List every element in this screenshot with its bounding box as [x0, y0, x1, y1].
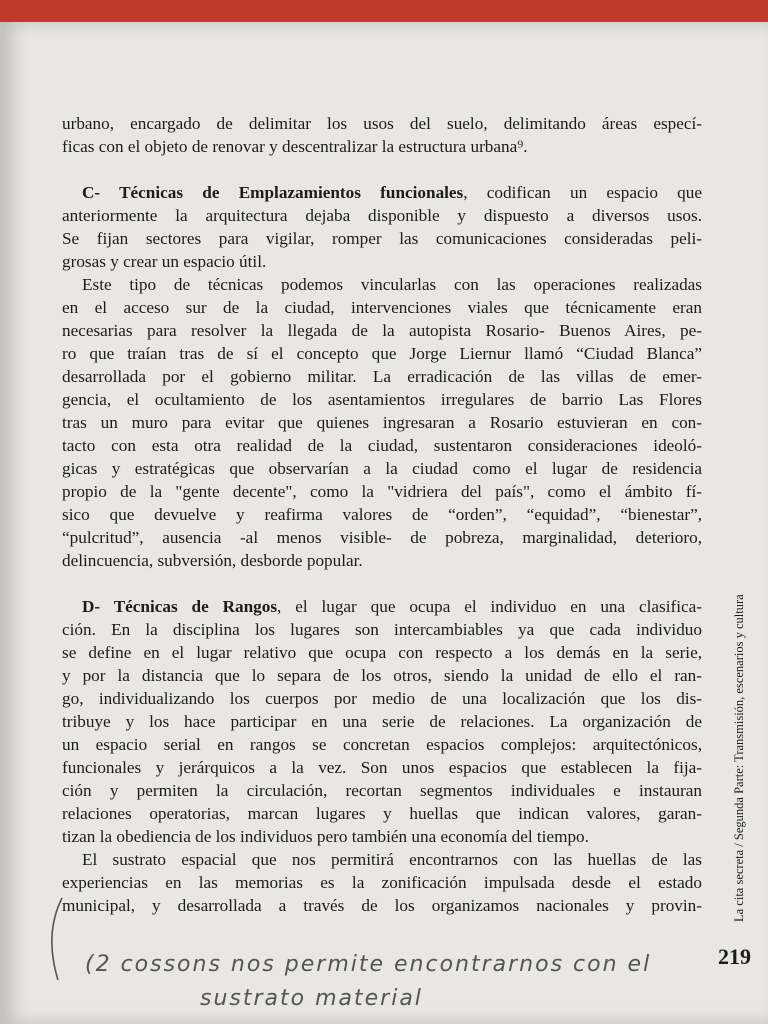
text-line: un espacio serial en rangos se concretan espacios complejos: arquitectónicos,	[62, 735, 702, 754]
text-line: Este tipo de técnicas podemos vincularlas con las operaciones realizadas	[82, 275, 702, 294]
text-line: ro que traían tras de sí el concepto que Jorge Liernur llamó “Ciudad Blanca”	[62, 344, 702, 363]
text-line: municipal, y desarrollada a través de los organizamos nacionales y provin-	[62, 896, 702, 915]
text-line: Se fijan sectores para vigilar, romper las comunicaciones consideradas peli-	[62, 229, 702, 248]
running-header-text: La cita secreta / Segunda Parte: Transmisión, escenarios y cultura	[732, 594, 746, 922]
paragraph-1	[62, 112, 702, 158]
text-line: C- Técnicas de Emplazamientos funcionales, codifican un espacio que	[82, 183, 702, 202]
text-line: go, individualizando los cuerpos por medio de una localización que los dis-	[62, 689, 702, 708]
text-line: anteriormente la arquitectura dejaba disponible y dispuesto a diversos usos.	[62, 206, 702, 225]
paragraph-5	[62, 848, 702, 917]
text-line: tras un muro para evitar que quienes ingresaran a Rosario estuvieran en con-	[62, 413, 702, 432]
handwritten-note-line-1: (2 cossons nos permite encontrarnos con el	[85, 952, 652, 977]
text-line: D- Técnicas de Rangos, el lugar que ocupa el individuo en una clasifica-	[82, 597, 703, 616]
text-line: experiencias en las memorias es la zonificación impulsada desde el estado	[62, 873, 702, 892]
text-line: El sustrato espacial que nos permitirá encontrarnos con las huellas de las	[82, 850, 702, 869]
text-line: ción. En la disciplina los lugares son intercambiables ya que cada individuo	[62, 620, 702, 639]
text-line: delincuencia, subversión, desborde popular.	[62, 551, 363, 570]
text-line: y por la distancia que lo separa de los otros, siendo la unidad de ello el ran-	[62, 666, 702, 685]
paragraph-d	[62, 595, 702, 848]
text-line: en el acceso sur de la ciudad, intervenciones viales que técnicamente eran	[62, 298, 702, 317]
text-line: gencia, el ocultamiento de los asentamientos irregulares de barrio Las Flores	[62, 390, 702, 409]
text-line: funcionales y jerárquicos a la vez. Son unos espacios que establecen la fija-	[62, 758, 702, 777]
text-line: sico que devuelve y reafirma valores de “orden”, “equidad”, “bienestar”,	[62, 505, 702, 524]
text-line: tribuye y los hace participar en una serie de relaciones. La organización de	[62, 712, 702, 731]
text-line: desarrollada por el gobierno militar. La erradicación de las villas de emer-	[62, 367, 702, 386]
paragraph-c	[62, 181, 702, 273]
section-heading-d: D- Técnicas de Rangos	[82, 597, 278, 616]
text-line: relaciones operatorias, marcan lugares y huellas que indican valores, garan-	[62, 804, 702, 823]
text-line: gicas y estratégicas que observarían a la ciudad como el lugar de residencia	[62, 459, 702, 478]
handwritten-note-line-2: sustrato material	[200, 986, 423, 1011]
text-line: se define en el lugar relativo que ocupa con respecto a los demás en la serie,	[62, 643, 702, 662]
text-line: ción y permiten la circulación, recortan segmentos individuales e instauran	[62, 781, 702, 800]
running-header	[732, 572, 762, 922]
body-text	[62, 112, 702, 917]
book-page	[0, 22, 768, 1024]
text-line: grosas y crear un espacio útil.	[62, 252, 267, 271]
text-line: urbano, encargado de delimitar los usos del suelo, delimitando áreas especí-	[62, 114, 702, 133]
text-line: tacto con esta otra realidad de la ciudad, sustentaron consideraciones ideoló-	[62, 436, 702, 455]
page-number: 219	[718, 944, 751, 969]
text-line: tizan la obediencia de los individuos pero también una economía del tiempo.	[62, 827, 589, 846]
text-line: propio de la "gente decente", como la "vidriera del país", como el ámbito fí-	[62, 482, 702, 501]
section-heading-c: C- Técnicas de Emplazamientos funcionales	[82, 183, 464, 202]
text-line: ficas con el objeto de renovar y descentralizar la estructura urbana⁹.	[62, 137, 528, 156]
text-line: necesarias para resolver la llegada de la autopista Rosario- Buenos Aires, pe-	[62, 321, 702, 340]
text-line: “pulcritud”, ausencia -al menos visible- de pobreza, marginalidad, deterioro,	[62, 528, 702, 547]
paragraph-3	[62, 273, 702, 572]
handwritten-bracket	[38, 894, 68, 984]
